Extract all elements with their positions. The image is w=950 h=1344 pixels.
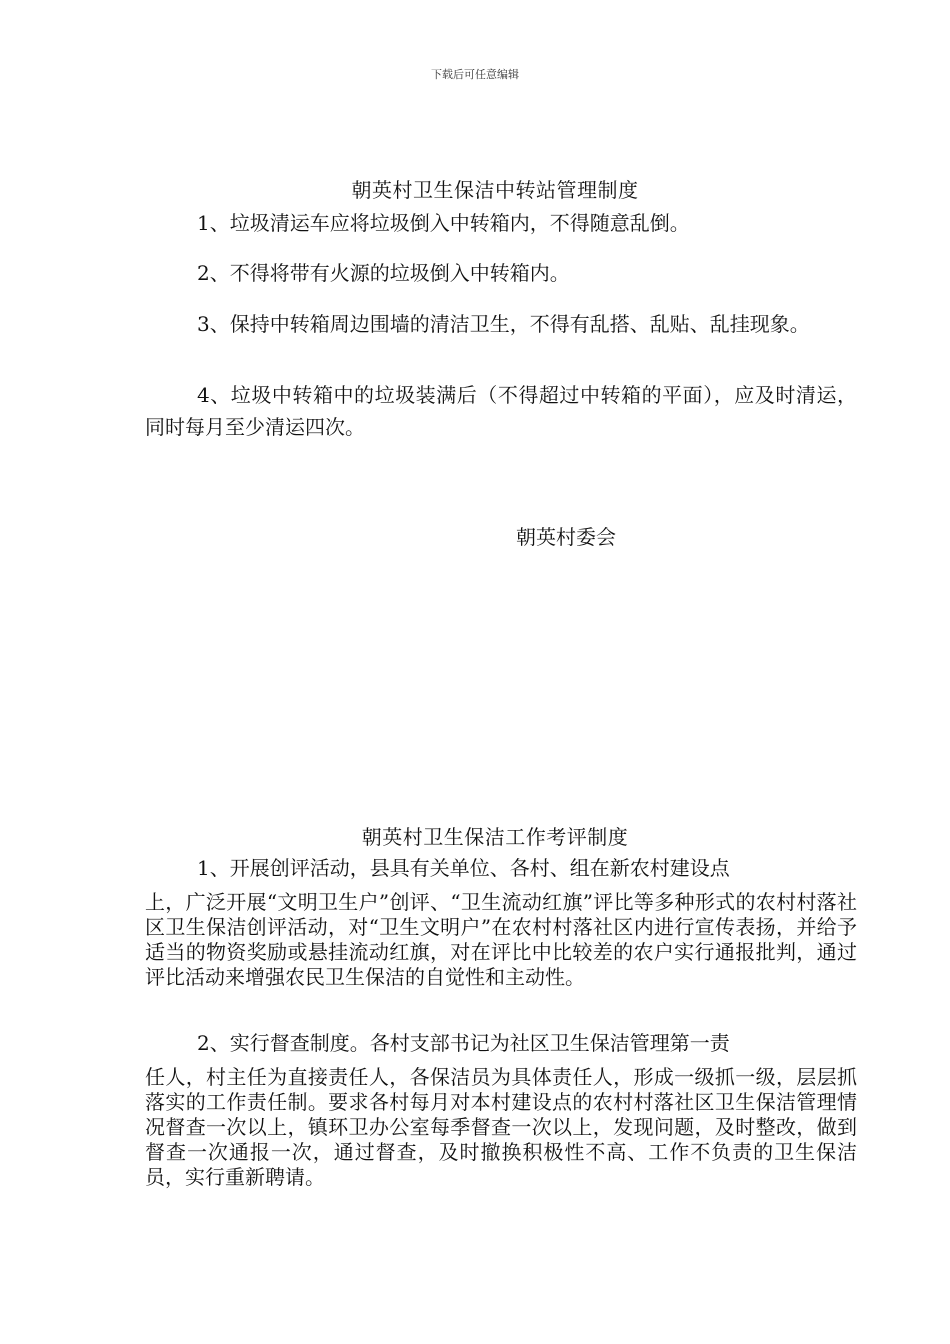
- section1-item-3: 3、保持中转箱周边围墙的清洁卫生，不得有乱搭、乱贴、乱挂现象。: [197, 312, 810, 336]
- section1-item-4: 4、垃圾中转箱中的垃圾装满后（不得超过中转箱的平面），应及时清运，同时每月至少清运四次。: [145, 383, 857, 439]
- section1-title: 朝英村卫生保洁中转站管理制度: [351, 178, 639, 202]
- header-note: 下载后可任意编辑: [431, 68, 519, 81]
- section2-item-1: [145, 856, 857, 990]
- section2-item-1-lead: 1、开展创评活动，县具有关单位、各村、组在新农村建设点: [197, 856, 730, 880]
- section2-item-1-body: 上，广泛开展“文明卫生户”创评、“卫生流动红旗”评比等多种形式的农村村落社区卫生保洁创评活动，对“卫生文明户”在农村村落社区内进行宣传表扬，并给予适当的物资奖励或悬挂流动红旗，对在评比中比较差的农户实行通报批判，通过评比活动来增强农民卫生保洁的自觉性和主动性。: [145, 890, 857, 989]
- section1-item-2: 2、不得将带有火源的垃圾倒入中转箱内。: [197, 261, 570, 285]
- section2-item-2-body: 任人，村主任为直接责任人，各保洁员为具体责任人，形成一级抓一级，层层抓落实的工作责任制。要求各村每月对本村建设点的农村村落社区卫生保洁管理情况督查一次以上，镇环卫办公室每季督查一次以上，发现问题，及时整改，做到督查一次通报一次，通过督查，及时撤换积极性不高、工作不负责的卫生保洁员，实行重新聘请。: [145, 1065, 857, 1189]
- section2-item-2-lead: 2、实行督查制度。各村支部书记为社区卫生保洁管理第一责: [197, 1031, 730, 1055]
- section2-title: 朝英村卫生保洁工作考评制度: [361, 825, 629, 849]
- section2-item-2: [145, 1031, 857, 1190]
- section1-item-1: 1、垃圾清运车应将垃圾倒入中转箱内，不得随意乱倒。: [197, 211, 690, 235]
- signature: 朝英村委会: [516, 525, 616, 549]
